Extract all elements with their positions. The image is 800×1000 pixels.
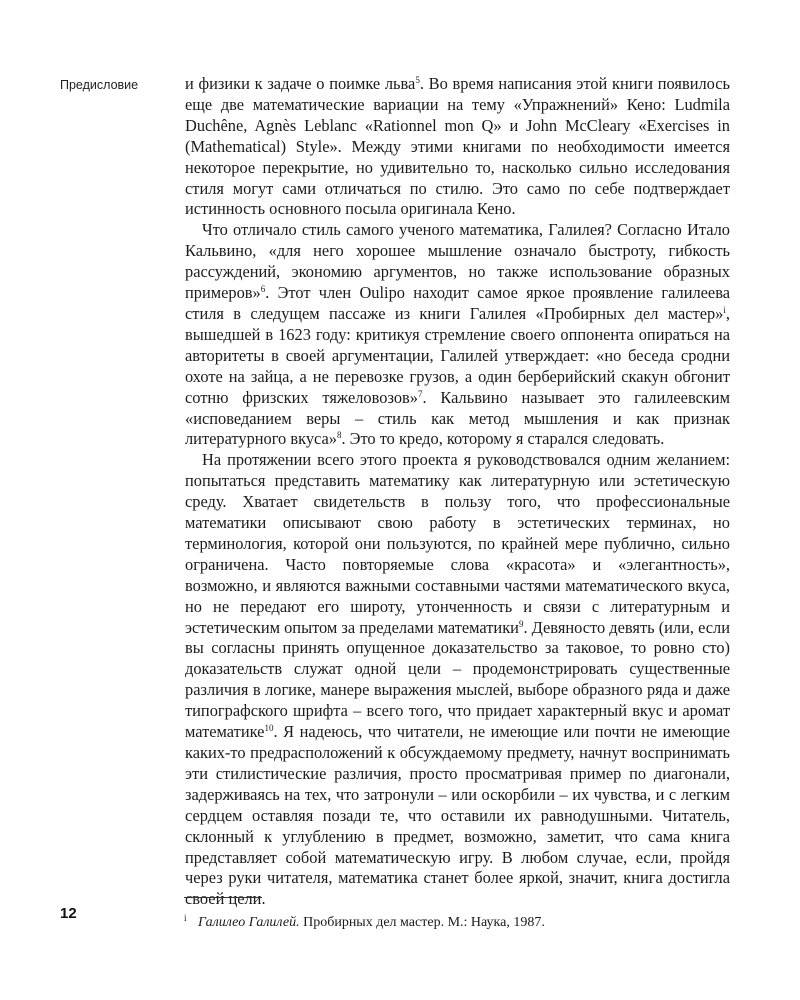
note-ref: 9	[518, 618, 524, 629]
paragraph-2	[185, 220, 730, 450]
note-ref: 6	[260, 284, 266, 295]
footnote-text: Пробирных дел мастер. М.: Наука, 1987.	[299, 915, 545, 930]
note-ref: 5	[415, 75, 420, 85]
page-number: 12	[60, 905, 77, 922]
text-run: и физики к задаче о поимке льва	[185, 74, 416, 93]
text-run: . Кальвино называет это галилеевским «исповеданием веры – стиль как метод мышления и как признак литературного вкуса»	[185, 387, 730, 449]
body-text	[185, 74, 730, 910]
text-run: Что отличало стиль самого ученого математика, Галилея? Согласно Итало Кальвино, «для него хорошее мышление означало быстроту, гибкость рассуждений, экономию аргументов, но также использование образных примеров»	[185, 220, 730, 303]
note-ref: i	[723, 304, 726, 315]
text-run: . Это то кредо, которому я старался следовать.	[341, 429, 665, 449]
text-run: . Девяносто девять (или, если вы согласны принять опущенное доказательство за таковое, то ровно сто) доказательств служат одной цели – продемонстрировать существенные различия в логике, манере выражения мыслей, выборе образного ряда и даже типографского шрифта – всего того, что придает характерный вкус и аромат математике	[185, 617, 730, 742]
text-run: На протяжении всего этого проекта я руководствовался одним желанием: попытаться представить математику как литературную или эстетическую среду. Хватает свидетельств в пользу того, что профессиональные математики описывают свою работу в эстетических терминах, но терминология, которой они пользуются, по крайней мере публично, сильно ограничена. Часто повторяемые слова «красота» и «элегантность», возможно, и являются важными составными частями математического вкуса, но не передают его широту, утонченность и связи с литературным и эстетическим опытом за пределами математики	[185, 450, 730, 637]
paragraph-1	[185, 74, 730, 220]
text-run: , вышедшей в 1623 году: критикуя стремление своего оппонента опираться на авторитеты в своей аргументации, Галилей утверждает: «но беседа сродни охоте на зайца, а не перевозке грузов, а один берберийский скакун обгонит сотню фризских тяжеловозов»	[185, 303, 730, 407]
text-run: . Во время написания этой книги появилось еще две математические вариации на тему «Упражнений» Кено: Ludmila Duchêne, Agnès Leblanc «Rationnel mon Q» и John McCleary «Exercises in (Mathematical) Style». Между этими книгами по необходимости имеется некоторое перекрытие, но удивительно то, насколько сильно исследования стиля могут сами отличаться по стилю. Это само по себе подтверждает истинность основного посыла оригинала Кено.	[185, 74, 730, 219]
text-run: . Я надеюсь, что читатели, не имеющие или почти не имеющие каких-то предрасположений к обсуждаемому предмету, начнут воспринимать эти стилистические различия, просто просматривая пример по диагонали, задерживаясь на тех, что затронули – или оскорбили – их чувства, и с легким сердцем оставляя позади те, что оставили их равнодушными. Читатель, склонный к углублению в предмет, возможно, заметит, что сама книга представляет собой математическую игру. В любом случае, если, пройдя через руки читателя, математика станет более яркой, значит, книга достигла своей цели.	[185, 722, 730, 909]
note-ref: 7	[417, 388, 423, 399]
note-ref: 8	[336, 430, 342, 441]
footnote-author: Галилео Галилей.	[198, 915, 300, 930]
footnote-divider	[184, 897, 262, 898]
footnote-mark: i	[184, 913, 187, 923]
note-ref: 10	[264, 723, 274, 734]
text-run: . Этот член Oulipo находит самое яркое проявление галилеева стиля в следущем пассаже из книги Галилея «Пробирных дел мастер»	[185, 283, 730, 323]
running-head: Предисловие	[60, 78, 139, 92]
paragraph-3	[185, 450, 730, 910]
footnote	[184, 909, 729, 932]
